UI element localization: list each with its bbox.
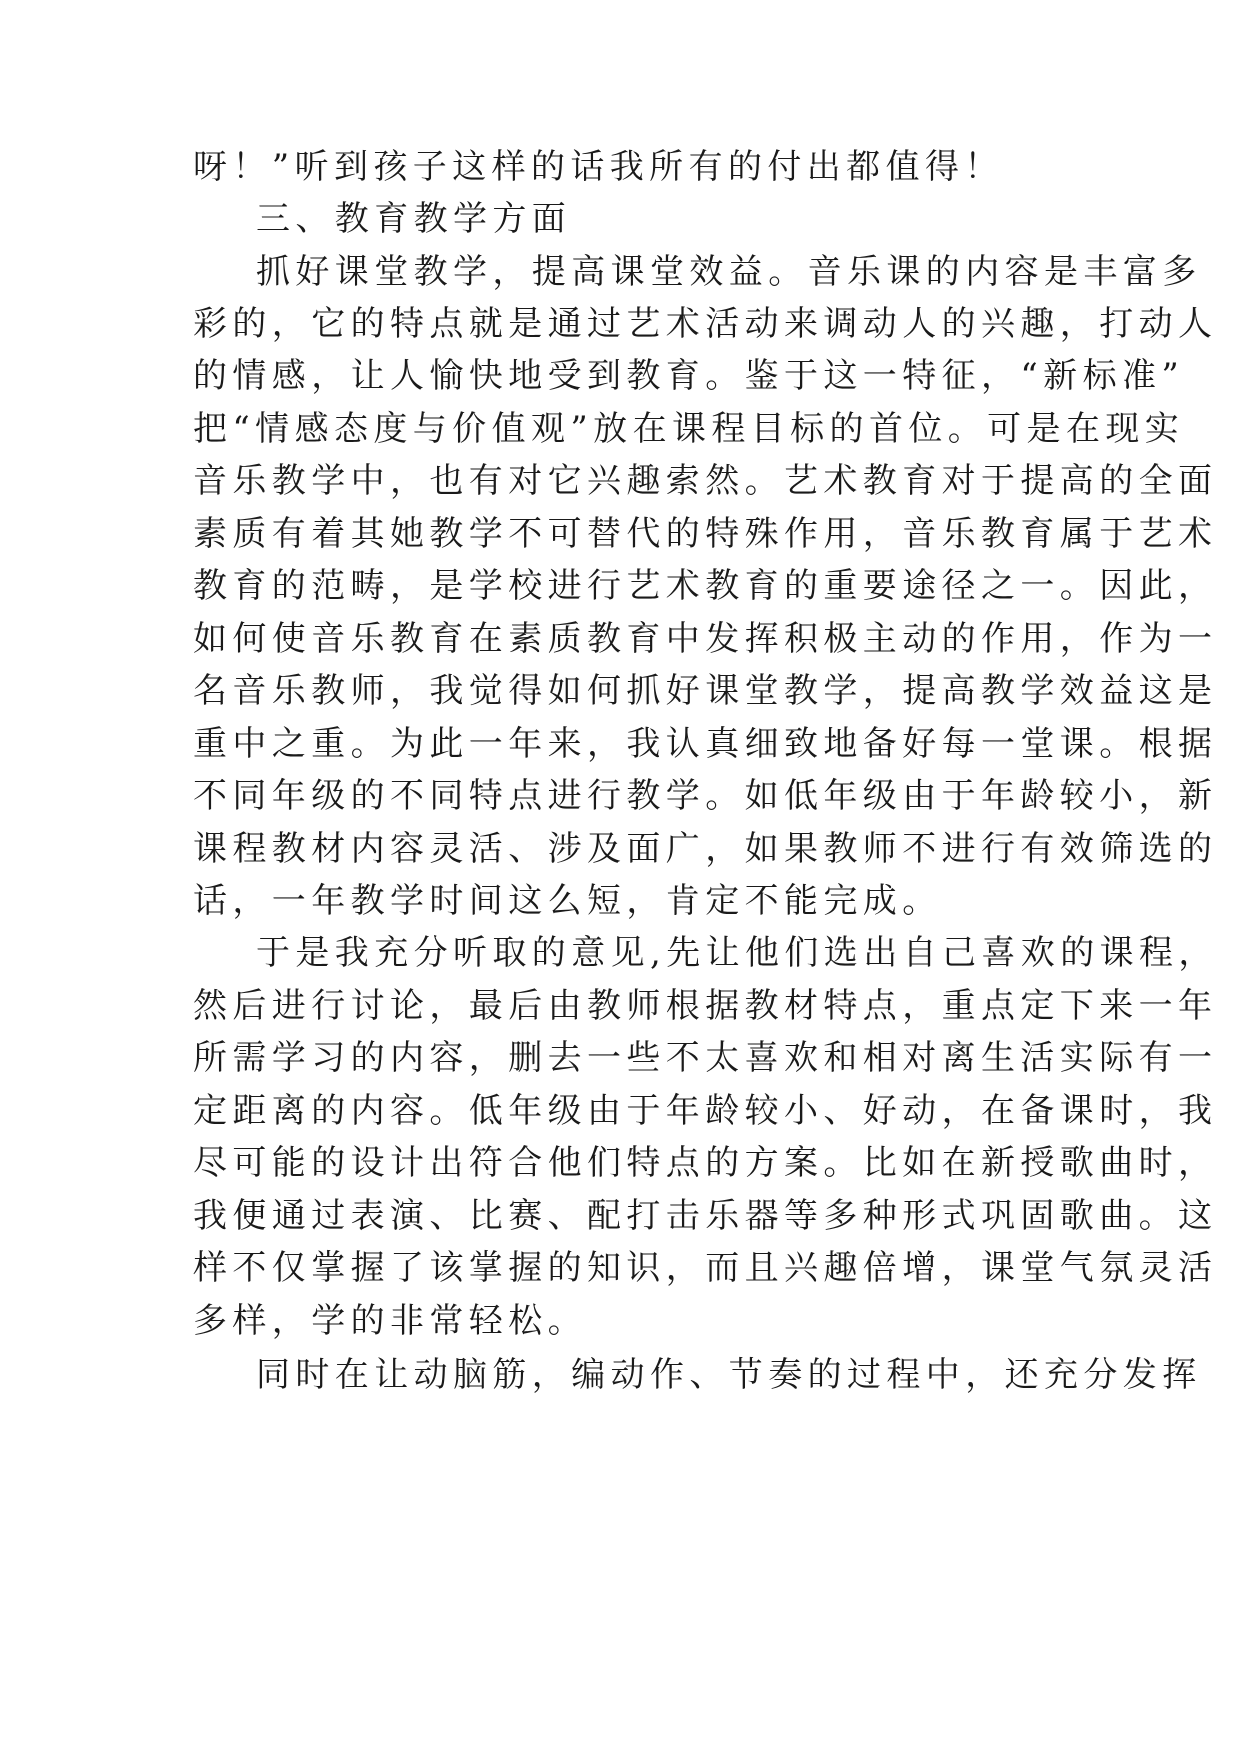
text-line: 素质有着其她教学不可替代的特殊作用，音乐教育属于艺术 — [193, 514, 1218, 554]
text-line: 样不仅掌握了该掌握的知识，而且兴趣倍增，课堂气氛灵活 — [193, 1248, 1218, 1288]
text-line: 于是我充分听取的意见,先让他们选出自己喜欢的课程， — [256, 933, 1218, 973]
text-line: 教育的范畴，是学校进行艺术教育的重要途径之一。因此， — [193, 566, 1218, 606]
text-line: 名音乐教师，我觉得如何抓好课堂教学，提高教学效益这是 — [193, 671, 1218, 711]
text-line: 同时在让动脑筋，编动作、节奏的过程中，还充分发挥 — [256, 1355, 1202, 1395]
text-line: 尽可能的设计出符合他们特点的方案。比如在新授歌曲时， — [193, 1143, 1218, 1183]
text-line: 不同年级的不同特点进行教学。如低年级由于年龄较小，新 — [193, 776, 1218, 816]
text-line: 多样，学的非常轻松。 — [193, 1301, 587, 1341]
text-line: 音乐教学中，也有对它兴趣索然。艺术教育对于提高的全面 — [193, 461, 1218, 501]
text-line: 重中之重。为此一年来，我认真细致地备好每一堂课。根据 — [193, 724, 1218, 764]
text-line: 彩的，它的特点就是通过艺术活动来调动人的兴趣，打动人 — [193, 304, 1218, 344]
text-line: 的情感，让人愉快地受到教育。鉴于这一特征，“新标准” — [193, 356, 1185, 396]
text-line: 把“情感态度与价值观”放在课程目标的首位。可是在现实 — [193, 409, 1185, 449]
text-line: 课程教材内容灵活、涉及面广，如果教师不进行有效筛选的 — [193, 829, 1218, 869]
text-line: 然后进行讨论，最后由教师根据教材特点，重点定下来一年 — [193, 986, 1218, 1026]
text-line: 所需学习的内容，删去一些不太喜欢和相对离生活实际有一 — [193, 1038, 1218, 1078]
text-line: 我便通过表演、比赛、配打击乐器等多种形式巩固歌曲。这 — [193, 1196, 1218, 1236]
text-line: 定距离的内容。低年级由于年龄较小、好动，在备课时，我 — [193, 1091, 1218, 1131]
text-line: 呀！”听到孩子这样的话我所有的付出都值得！ — [193, 147, 1004, 187]
text-line: 话，一年教学时间这么短，肯定不能完成。 — [193, 881, 942, 921]
text-line: 抓好课堂教学，提高课堂效益。音乐课的内容是丰富多 — [256, 252, 1202, 292]
text-line: 如何使音乐教育在素质教育中发挥积极主动的作用，作为一 — [193, 619, 1218, 659]
section-heading: 三、教育教学方面 — [256, 199, 572, 239]
